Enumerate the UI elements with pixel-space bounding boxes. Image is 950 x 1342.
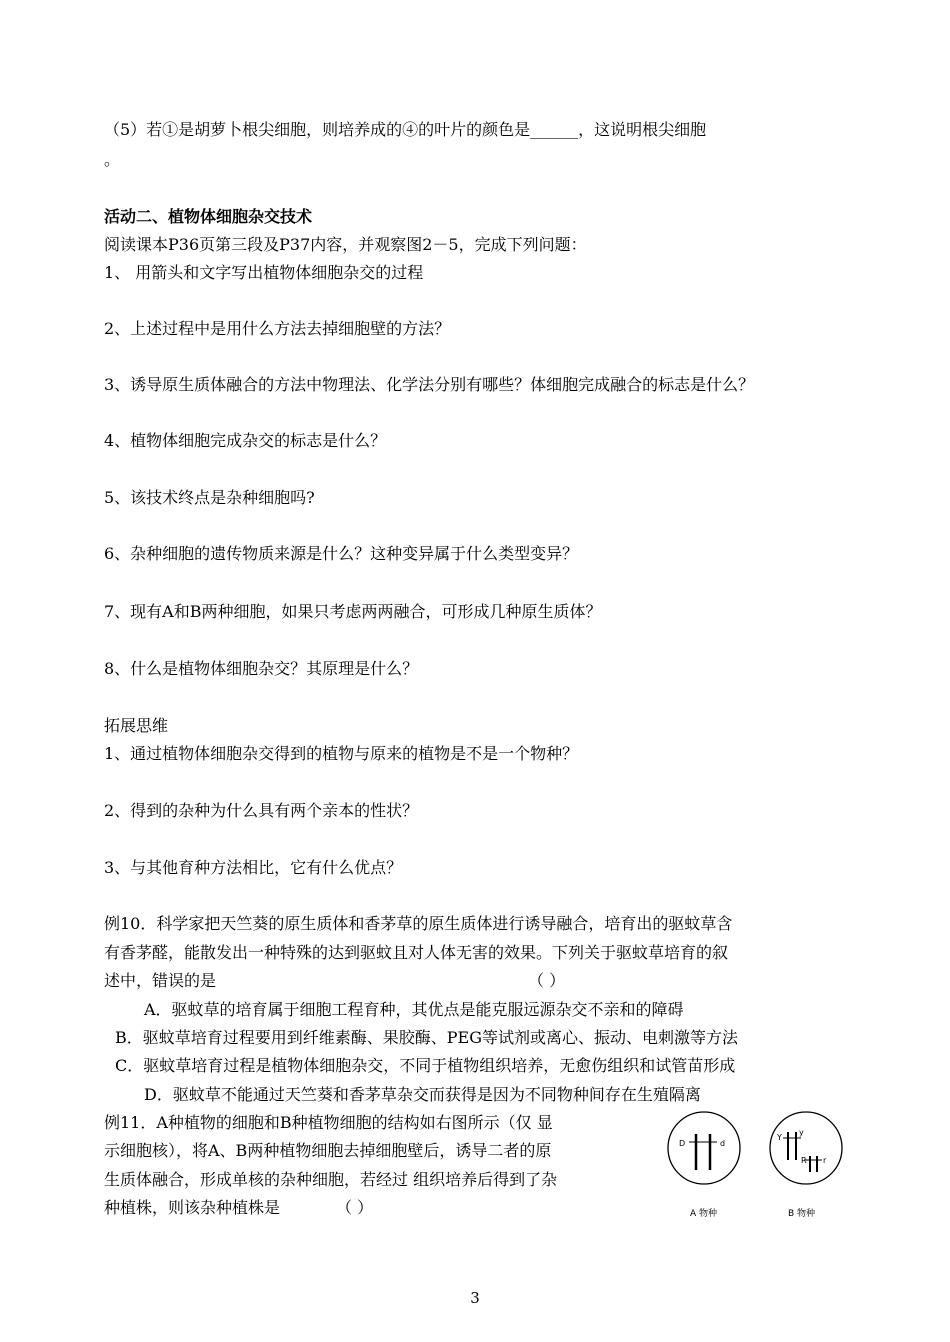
activity-question: 3、诱导原生质体融合的方法中物理法、化学法分别有哪些？体细胞完成融合的标志是什么？ bbox=[104, 375, 755, 394]
cell-a-outline bbox=[668, 1112, 740, 1184]
activity-2-intro: 阅读课本P36页第三段及P37内容，并观察图2－5，完成下列问题： bbox=[104, 235, 587, 254]
gene-label: y bbox=[799, 1128, 804, 1137]
example-11-line-4: 种植株，则该杂种植株是 bbox=[104, 1198, 281, 1217]
gene-label: R bbox=[801, 1156, 807, 1165]
example-10-line-3: 述中，错误的是 bbox=[104, 971, 217, 990]
example-10-line-1: 例10．科学家把天竺葵的原生质体和香茅草的原生质体进行诱导融合，培育出的驱蚊草含 bbox=[104, 914, 733, 933]
example-11-line-3: 生质体融合，形成单核的杂种细胞，若经过 组织培养后得到了杂 bbox=[104, 1170, 558, 1189]
example-10-line-2: 有香茅醛，能散发出一种特殊的达到驱蚊且对人体无害的效果。下列关于驱蚊草培育的叙 bbox=[104, 943, 729, 962]
cell-nucleus-figure bbox=[660, 1104, 860, 1224]
activity-question: 4、植物体细胞完成杂交的标志是什么？ bbox=[104, 431, 387, 450]
gene-label: r bbox=[823, 1156, 827, 1165]
extension-question: 2、得到的杂种为什么具有两个亲本的性状？ bbox=[104, 801, 419, 820]
option-d: D．驱蚊草不能通过天竺葵和香茅草杂交而获得是因为不同物种间存在生殖隔离 bbox=[144, 1085, 701, 1104]
figure-caption-a: A 物种 bbox=[690, 1209, 718, 1219]
cell-b-outline bbox=[770, 1112, 842, 1184]
q5-continuation: 。 bbox=[104, 150, 121, 169]
answer-bracket: （ ） bbox=[336, 1198, 374, 1217]
gene-label: Y bbox=[777, 1133, 782, 1142]
activity-question: 8、什么是植物体细胞杂交？其原理是什么？ bbox=[104, 659, 419, 678]
extension-question: 1、通过植物体细胞杂交得到的植物与原来的植物是不是一个物种？ bbox=[104, 744, 579, 763]
activity-question: 1、 用箭头和文字写出植物体细胞杂交的过程 bbox=[104, 263, 424, 282]
activity-question: 7、现有A和B两种细胞，如果只考虑两两融合，可形成几种原生质体？ bbox=[104, 602, 602, 621]
q5-text: （5）若①是胡萝卜根尖细胞，则培养成的④的叶片的颜色是______，这说明根尖细胞 bbox=[104, 120, 707, 139]
figure-caption-b: B 物种 bbox=[788, 1209, 816, 1219]
extension-title: 拓展思维 bbox=[104, 716, 169, 735]
page-number: 3 bbox=[470, 1289, 480, 1307]
activity-2-title: 活动二、植物体细胞杂交技术 bbox=[104, 207, 313, 226]
cell-diagram bbox=[660, 1104, 860, 1204]
option-a: A．驱蚊草的培育属于细胞工程育种，其优点是能克服远源杂交不亲和的障碍 bbox=[144, 1000, 684, 1019]
gene-label: D bbox=[679, 1139, 686, 1148]
answer-bracket: （ ） bbox=[528, 971, 566, 990]
activity-question: 5、该技术终点是杂种细胞吗? bbox=[104, 488, 315, 507]
activity-question: 6、杂种细胞的遗传物质来源是什么？这种变异属于什么类型变异？ bbox=[104, 544, 579, 563]
option-c: C．驱蚊草培育过程是植物体细胞杂交，不同于植物组织培养，无愈伤组织和试管苗形成 bbox=[115, 1056, 736, 1075]
example-11-line-2: 示细胞核），将A、B两种植物细胞去掉细胞壁后，诱导二者的原 bbox=[104, 1141, 552, 1160]
example-11-line-1: 例11．A种植物的细胞和B种植物细胞的结构如右图所示（仅 显 bbox=[104, 1113, 553, 1132]
extension-question: 3、与其他育种方法相比，它有什么优点？ bbox=[104, 858, 403, 877]
option-b: B．驱蚊草培育过程要用到纤维素酶、果胶酶、PEG等试剂或离心、振动、电刺激等方法 bbox=[115, 1028, 738, 1047]
activity-question: 2、上述过程中是用什么方法去掉细胞壁的方法？ bbox=[104, 319, 451, 338]
gene-label: d bbox=[720, 1139, 726, 1148]
